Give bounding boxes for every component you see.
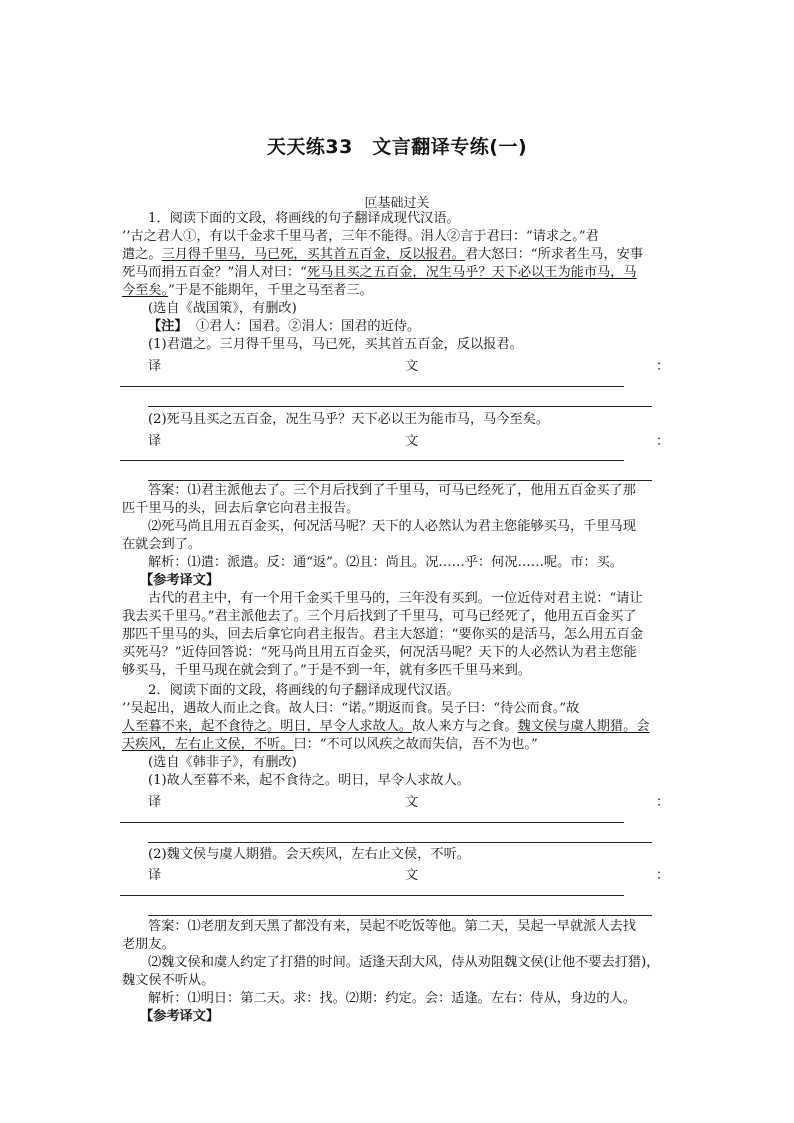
underlined-sentence: 人至暮不来，起不食待之。明日，早令人求故人。 (122, 719, 413, 734)
passage-1-line: 遣之。三月得千里马，马已死，买其首五百金，反以报君。君大怒曰：“所求者生马，安事 (122, 247, 644, 262)
passage-1-line: 今至矣。”于是不能期年，千里之马至者三。 (122, 283, 373, 298)
page-title: 天天练33 文言翻译专练(一) (266, 136, 528, 158)
answer-text: ⑵魏文侯和虞人约定了打猎的时间。适逢天刮大风，侍从劝阻魏文侯(让他不要去打猎)， (148, 955, 660, 970)
underlined-sentence: 三月得千里马，马已死，买其首五百金，反以报君。 (161, 247, 465, 262)
answer-line[interactable] (120, 386, 624, 387)
reference-translation-text: 古代的君主中，有一个用千金买千里马的，三年没有买到。一位近侍对君主说：“请让 (148, 591, 643, 606)
answer-text: 在就会到了。 (122, 537, 202, 552)
underlined-sentence: 死马且买之五百金，况生马乎？天下必以王为能市马，马 (306, 265, 637, 280)
reference-translation-text: 够买马，千里马现在就会到了。”于是不到一年，就有多匹千里马来到。 (122, 663, 531, 678)
reference-translation-label: 【参考译文】 (140, 1009, 220, 1024)
answer-line[interactable] (148, 480, 652, 481)
explanation-text: 解析：⑴遣：派遣。反：通“返”。⑵且：尚且。况……乎：何况……呢。市：买。 (148, 555, 624, 570)
question-2-prompt: 2．阅读下面的文段，将画线的句子翻译成现代汉语。 (148, 683, 460, 698)
answer-text: 魏文侯不听从。 (122, 973, 215, 988)
annotation-label: 【注】 (148, 319, 188, 334)
answer-line[interactable] (148, 915, 652, 916)
sub-question: (2)魏文侯与虞人期猎。会天疾风，左右止文侯，不听。 (148, 847, 470, 862)
passage-2-line: ’’吴起出，遇故人而止之食。故人曰：“诺。”期返而食。吴子曰：“待公而食。”故 (122, 701, 580, 716)
source-note: (选自《韩非子》，有删改) (148, 755, 297, 770)
passage-1-line: ’’古之君人①，有以千金求千里马者，三年不能得。涓人②言于君曰：“请求之。”君 (122, 229, 599, 244)
answer-line[interactable] (148, 406, 652, 407)
sub-question: (1)君遣之。三月得千里马，马已死，买其首五百金，反以报君。 (148, 337, 523, 352)
passage-2-line: 人至暮不来，起不食待之。明日，早令人求故人。故人来方与之食。魏文侯与虞人期猎。会 (122, 719, 650, 734)
annotation: 【注】 ①君人：国君。②涓人：国君的近侍。 (148, 319, 421, 334)
passage-1-line: 死马而捐五百金？”涓人对曰：“死马且买之五百金，况生马乎？天下必以王为能市马，马 (122, 265, 637, 280)
reference-translation-text: 我去买千里马。”君主派他去了。三个月后找到了千里马，可马已经死了，他用五百金买了 (122, 609, 637, 624)
explanation-text: 解析：⑴明日：第二天。求：找。⑵期：约定。会：适逢。左右：侍从，身边的人。 (148, 991, 636, 1006)
section-heading: 叵基础过关 (364, 196, 430, 211)
passage-2-line: 天疾风，左右止文侯，不听。曰：“不可以风疾之故而失信，吾不为也。” (122, 737, 538, 752)
reference-translation-text: 买死马？”近侍回答说：“死马尚且用五百金买，何况活马呢？天下的人必然认为君主您能 (122, 645, 637, 660)
sub-question: (2)死马且买之五百金，况生马乎？天下必以王为能市马，马今至矣。 (148, 412, 550, 427)
answer-line[interactable] (120, 460, 624, 461)
answer-text: ⑵死马尚且用五百金买，何况活马呢？天下的人必然认为君主您能够买马，千里马现 (148, 519, 636, 534)
sub-question: (1)故人至暮不来，起不食待之。明日，早令人求故人。 (148, 773, 470, 788)
answer-text: 匹千里马的头，回去后拿它向君主报告。 (122, 501, 360, 516)
underlined-sentence: 天疾风，左右止文侯，不听。 (122, 737, 294, 752)
underlined-sentence: 今至矣。 (122, 283, 169, 298)
reference-translation-text: 那匹千里马的头，回去后拿它向君主报告。君主大怒道：“要你买的是活马，怎么用五百金 (122, 627, 644, 642)
answer-line[interactable] (148, 842, 652, 843)
source-note: (选自《战国策》，有删改) (148, 301, 297, 316)
answer-text: 老朋友。 (122, 937, 175, 952)
answer-line[interactable] (120, 822, 624, 823)
answer-line[interactable] (120, 895, 624, 896)
underlined-sentence: 魏文侯与虞人期猎。会 (517, 719, 650, 734)
answer-text: 答案：⑴老朋友到天黑了都没有来，吴起不吃饭等他。第二天，吴起一早就派人去找 (148, 919, 636, 934)
reference-translation-label: 【参考译文】 (140, 573, 220, 588)
answer-text: 答案：⑴君主派他去了。三个月后找到了千里马，可马已经死了，他用五百金买了那 (148, 483, 636, 498)
question-1-prompt: 1．阅读下面的文段，将画线的句子翻译成现代汉语。 (148, 211, 460, 226)
